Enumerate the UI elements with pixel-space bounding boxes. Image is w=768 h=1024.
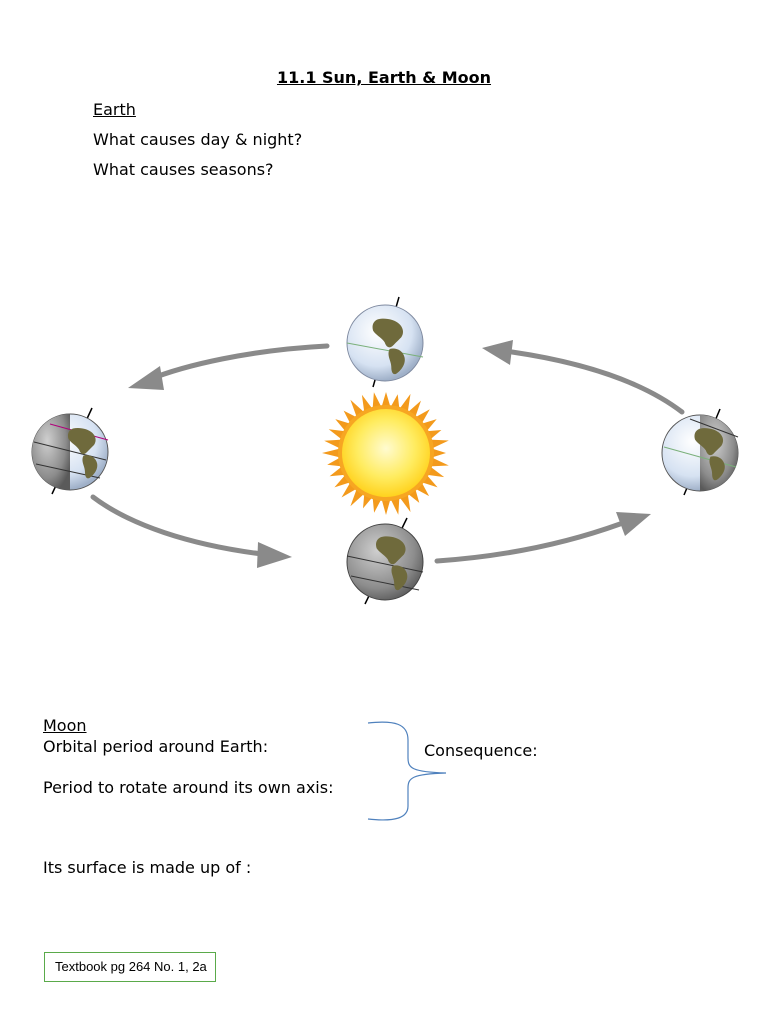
earth-question-day-night: What causes day & night?	[93, 130, 303, 149]
earth-top-icon	[347, 297, 423, 387]
orbit-arrow-bottom-right	[437, 524, 620, 561]
sun-earth-orbit-diagram	[0, 280, 768, 620]
orbit-arrow-top-left	[148, 346, 327, 380]
earth-bottom-icon	[347, 518, 423, 604]
moon-surface: Its surface is made up of :	[43, 858, 252, 877]
earth-right-icon	[662, 409, 738, 495]
sun-icon	[322, 392, 449, 515]
arrowhead-bottom-left	[257, 542, 292, 568]
arrowhead-top-left	[128, 366, 164, 390]
earth-heading: Earth	[93, 100, 136, 119]
curly-brace-icon	[360, 718, 460, 824]
orbit-arrow-top-right	[512, 352, 682, 412]
moon-consequence: Consequence:	[424, 741, 538, 760]
arrowhead-bottom-right	[616, 512, 651, 536]
arrowhead-top-right	[482, 340, 513, 365]
earth-left-icon	[32, 408, 108, 494]
moon-orbital-period: Orbital period around Earth:	[43, 737, 269, 756]
page-title: 11.1 Sun, Earth & Moon	[276, 68, 492, 87]
moon-heading: Moon	[43, 716, 87, 735]
textbook-reference-box: Textbook pg 264 No. 1, 2a	[44, 952, 216, 982]
moon-rotation-period: Period to rotate around its own axis:	[43, 778, 334, 797]
earth-question-seasons: What causes seasons?	[93, 160, 274, 179]
orbit-arrow-bottom-left	[93, 497, 262, 554]
